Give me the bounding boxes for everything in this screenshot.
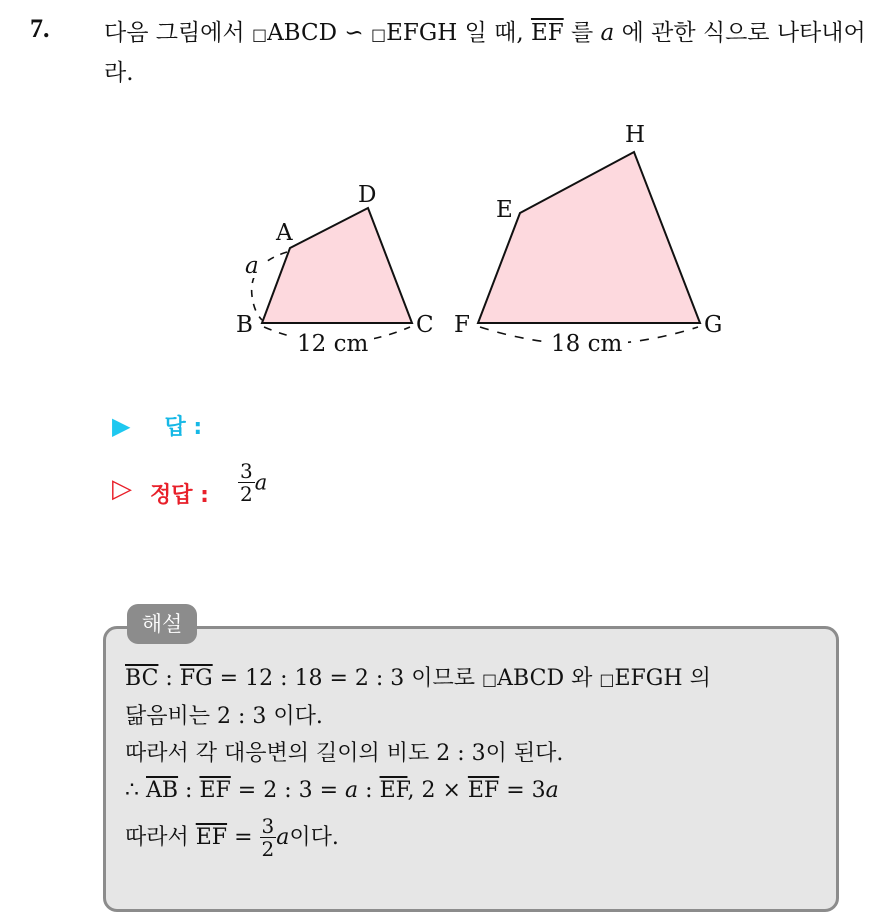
label-D: D <box>358 182 377 208</box>
explanation-text-post: 이다. <box>289 825 339 850</box>
fraction-denominator: 2 <box>261 837 275 861</box>
explanation-tag: 해설 <box>127 604 197 644</box>
question-number: 7. <box>30 14 50 43</box>
explanation-line-4 <box>125 772 835 809</box>
colon: : <box>158 666 180 691</box>
colon: : <box>358 778 380 803</box>
result-fraction <box>260 815 277 860</box>
explanation-text-pre: 따라서 <box>125 825 196 850</box>
segment-fg: $\overline{FG}$ <box>179 666 213 691</box>
question-text-before: 다음 그림에서 <box>104 20 252 46</box>
equation-text: = 3 <box>499 778 546 803</box>
colon: : <box>178 778 200 803</box>
equals-sign: = <box>227 825 260 850</box>
label-F: F <box>454 312 470 338</box>
segment-ab: $\overline{AB}$ <box>146 778 179 803</box>
play-triangle-icon: ▶ <box>112 412 131 440</box>
label-12cm: 12 cm <box>297 331 369 357</box>
solution-value <box>238 460 267 505</box>
quad-efgh: EFGH <box>614 666 683 691</box>
connector-text: 와 <box>564 666 600 691</box>
outline-triangle-icon: ▷ <box>112 474 132 504</box>
label-B: B <box>236 312 253 338</box>
variable-a: a <box>600 20 615 46</box>
explanation-line-5 <box>125 815 835 860</box>
solution-variable: a <box>254 470 268 495</box>
label-E: E <box>496 197 513 223</box>
ratio-text: = 12 : 18 = 2 : 3 이므로 <box>212 666 483 691</box>
label-C: C <box>416 312 434 338</box>
explanation-line-1 <box>125 660 835 698</box>
square-symbol: □ <box>370 25 387 44</box>
equation-text: , 2 × <box>407 778 468 803</box>
solution-label: 정답 : <box>150 483 209 508</box>
segment-ef: $\overline{EF}$ <box>195 825 228 850</box>
variable-a: a <box>345 778 359 803</box>
label-18cm: 18 cm <box>551 331 623 357</box>
ratio-text: = 2 : 3 = <box>230 778 346 803</box>
quad-efgh: EFGH <box>386 20 458 46</box>
fraction-denominator: 2 <box>240 482 253 506</box>
segment-ef: $\overline{EF}$ <box>379 778 408 803</box>
answer-row <box>112 410 202 441</box>
segment-ef: $\overline{EF}$ <box>199 778 231 803</box>
question-text-mid: 일 때, <box>457 20 531 46</box>
label-A: A <box>276 220 293 246</box>
segment-bc: $\overline{BC}$ <box>125 666 159 691</box>
variable-a: a <box>545 778 559 803</box>
figure-similar-quadrilaterals <box>0 0 884 400</box>
square-symbol: □ <box>482 670 498 689</box>
solution-row <box>112 459 312 534</box>
solution-fraction <box>238 460 255 505</box>
therefore-symbol: ∴ <box>125 778 146 803</box>
question-text-mid2: 를 <box>563 20 601 46</box>
connector-text: 의 <box>682 666 711 691</box>
quad-efgh-shape <box>478 152 700 323</box>
explanation-text <box>125 660 835 860</box>
fraction-numerator: 3 <box>261 814 275 838</box>
square-symbol: □ <box>599 670 615 689</box>
square-symbol: □ <box>251 25 268 44</box>
segment-ef: $\overline{EF}$ <box>530 20 564 46</box>
explanation-line-3: 따라서 각 대응변의 길이의 비도 2 : 3이 된다. <box>125 741 564 766</box>
label-G: G <box>704 312 723 338</box>
quad-abcd: ABCD <box>497 666 565 691</box>
explanation-line-2: 닮음비는 2 : 3 이다. <box>125 704 323 729</box>
quad-abcd: ABCD <box>267 20 338 46</box>
answer-label: 답 : <box>164 415 203 440</box>
similar-symbol: ∽ <box>344 20 364 46</box>
label-a: a <box>245 253 259 279</box>
segment-ef: $\overline{EF}$ <box>467 778 500 803</box>
question-text-after: 에 관한 식으로 나타내어라. <box>104 20 866 86</box>
label-H: H <box>625 122 646 148</box>
variable-a: a <box>276 825 290 850</box>
fraction-numerator: 3 <box>240 459 253 483</box>
